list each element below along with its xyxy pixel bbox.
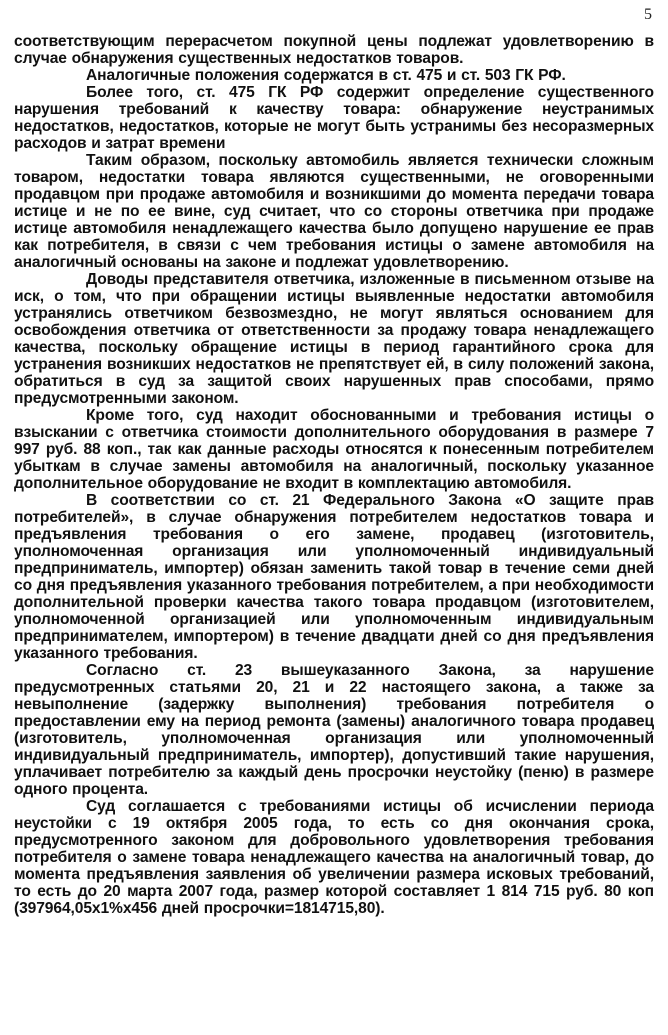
paragraph: Кроме того, суд находит обоснованными и требования истицы о взыскании с ответчика стоимости дополнительного оборудования в размере 7 997 руб. 88 коп., так как данные расходы относятся к понесенным потребителем убыткам в случае замены автомобиля на аналогичный, поскольку указанное дополнительное оборудование не входит в комплектацию автомобиля. [14, 407, 654, 492]
page-number: 5 [644, 6, 652, 23]
paragraph: Более того, ст. 475 ГК РФ содержит определение существенного нарушения требований к качеству товара: обнаружение неустранимых недостатков, недостатков, которые не могут быть устранимы без несоразмерных расходов и затрат времени [14, 84, 654, 152]
paragraph: Доводы представителя ответчика, изложенные в письменном отзыве на иск, о том, что при обращении истицы выявленные недостатки автомобиля устранялись ответчиком безвозмездно, не могут являться основанием для освобождения ответчика от ответственности за продажу товара ненадлежащего качества, поскольку обращение истицы в период гарантийного срока для устранения возникших недостатков не препятствует ей, в силу положений закона, обратиться в суд за защитой своих нарушенных прав способами, прямо предусмотренными законом. [14, 271, 654, 407]
paragraph: Согласно ст. 23 вышеуказанного Закона, за нарушение предусмотренных статьями 20, 21 и 22 настоящего закона, а также за невыполнение (задержку выполнения) требования потребителя о предоставлении ему на период ремонта (замены) аналогичного товара продавец (изготовитель, уполномоченная организация или уполномоченный индивидуальный предприниматель, импортер), допустивший такие нарушения, уплачивает потребителю за каждый день просрочки неустойку (пеню) в размере одного процента. [14, 662, 654, 798]
paragraph-continuation: соответствующим перерасчетом покупной цены подлежат удовлетворению в случае обнаружения существенных недостатков товаров. [14, 33, 654, 67]
paragraph: Таким образом, поскольку автомобиль является технически сложным товаром, недостатки товара являются существенными, не оговоренными продавцом при продаже автомобиля и возникшими до момента передачи товара истице и не по ее вине, суд считает, что со стороны ответчика при продаже истице автомобиля ненадлежащего качества было допущено нарушение ее прав как потребителя, в связи с чем требования истицы о замене автомобиля на аналогичный основаны на законе и подлежат удовлетворению. [14, 152, 654, 271]
paragraph: Суд соглашается с требованиями истицы об исчислении периода неустойки с 19 октября 2005 года, то есть со дня окончания срока, предусмотренного законом для добровольного удовлетворения требования потребителя о замене товара ненадлежащего качества на аналогичный товар, до момента предъявления заявления об увеличении размера исковых требований, то есть до 20 марта 2007 года, размер которой составляет 1 814 715 руб. 80 коп (397964,05х1%х456 дней просрочки=1814715,80). [14, 798, 654, 917]
paragraph: Аналогичные положения содержатся в ст. 475 и ст. 503 ГК РФ. [86, 67, 566, 84]
document-body [14, 33, 654, 917]
paragraph: В соответствии со ст. 21 Федерального Закона «О защите прав потребителей», в случае обнаружения потребителем недостатков товара и предъявления требования о его замене, продавец (изготовитель, уполномоченная организация или уполномоченный индивидуальный предприниматель, импортер) обязан заменить такой товар в течение семи дней со дня предъявления указанного требования потребителем, а при необходимости дополнительной проверки качества такого товара продавцом (изготовителем, уполномоченной организацией или уполномоченным индивидуальным предпринимателем, импортером) в течение двадцати дней со дня предъявления указанного требования. [14, 492, 654, 662]
